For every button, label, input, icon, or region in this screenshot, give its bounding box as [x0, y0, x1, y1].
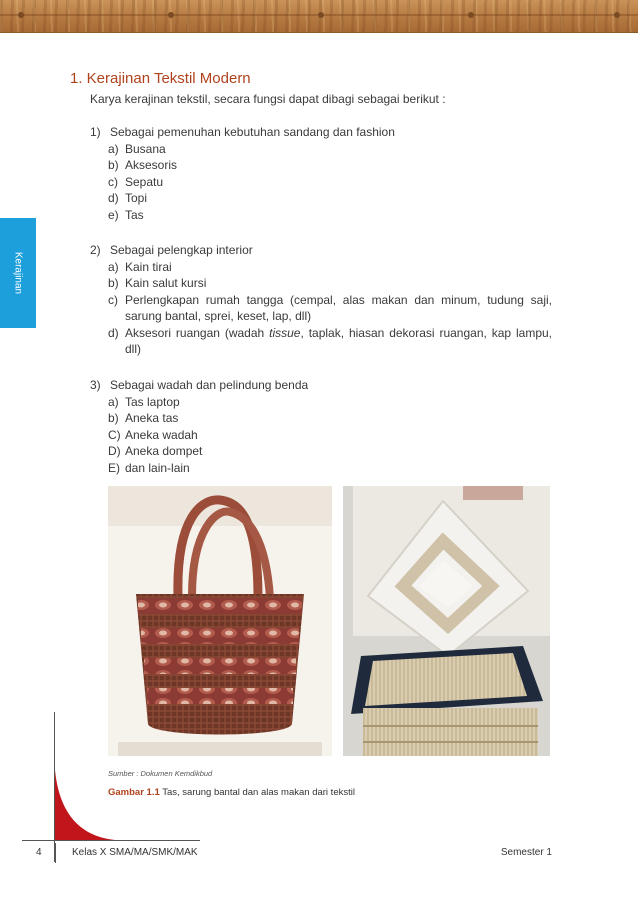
list-item: e) Tas — [108, 207, 144, 222]
pillow-placemat-photo — [343, 486, 550, 756]
section-intro: Karya kerajinan tekstil, secara fungsi dapat dibagi sebagai berikut : — [90, 92, 446, 106]
list-item: D) Aneka dompet — [108, 444, 203, 458]
list-item: b) Aneka tas — [108, 411, 179, 425]
list-item: c) Perlengkapan rumah tangga (cempal, alas makan dan minum, tudung saji, sarung bantal, sprei, keset, lap, dll) — [108, 292, 552, 323]
group-title: Sebagai pelengkap interior — [110, 243, 253, 257]
group-number: 1) — [90, 125, 101, 139]
page-number: 4 — [36, 847, 42, 858]
list-item: a) Busana — [108, 141, 166, 156]
section-heading: 1. Kerajinan Tekstil Modern — [70, 70, 251, 87]
list-item: E) dan lain-lain — [108, 460, 190, 475]
function-group-2 — [90, 242, 552, 358]
list-item: d) Aksesori ruangan (wadah tissue, taplak, hiasan dekorasi ruangan, kap lampu, dll) — [108, 325, 552, 356]
function-group-1 — [90, 124, 552, 223]
list-item: a) Kain tirai — [108, 259, 172, 274]
figure-caption — [108, 787, 355, 798]
list-item: b) Aksesoris — [108, 158, 178, 172]
list-item: c) Sepatu — [108, 174, 164, 189]
group-title: Sebagai wadah dan pelindung benda — [110, 378, 309, 392]
list-item: d) Topi — [108, 191, 148, 205]
list-item: b) Kain salut kursi — [108, 276, 207, 290]
group-number: 2) — [90, 243, 101, 257]
list-item: a) Tas laptop — [108, 394, 180, 409]
chapter-side-tab — [0, 218, 36, 328]
side-tab-label: Kerajinan — [12, 251, 24, 295]
function-group-3 — [90, 377, 552, 476]
figure-label: Gambar 1.1 — [108, 787, 160, 798]
figure-source: Sumber : Dokumen Kemdikbud — [108, 769, 213, 778]
figure-caption-text: Tas, sarung bantal dan alas makan dari tekstil — [159, 787, 355, 798]
corner-horizontal-rule — [22, 840, 200, 841]
handbag-photo — [108, 486, 332, 756]
red-corner-ornament — [55, 770, 115, 840]
group-title: Sebagai pemenuhan kebutuhan sandang dan fashion — [110, 125, 395, 139]
footer-semester: Semester 1 — [500, 847, 552, 858]
list-item: C) Aneka wadah — [108, 427, 198, 442]
group-number: 3) — [90, 378, 101, 392]
footer-separator — [55, 843, 56, 863]
footer-book-title: Kelas X SMA/MA/SMK/MAK — [72, 847, 198, 858]
wood-header-banner — [0, 0, 638, 33]
